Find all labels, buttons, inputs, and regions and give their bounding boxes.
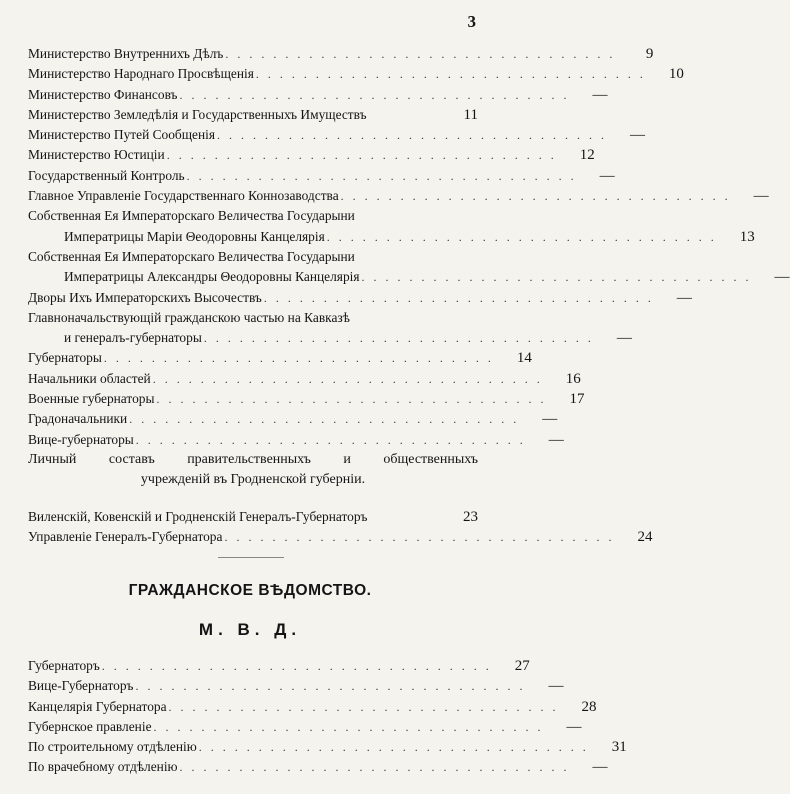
toc-entry-page: 23 xyxy=(463,509,478,525)
toc-entry-title: Вице-губернаторы xyxy=(28,431,134,447)
toc-entry-page: 10 xyxy=(668,66,684,83)
toc-entry-page: 24 xyxy=(637,529,653,546)
toc-entry-title: Императрицы Александры Θеодоровны Канцелярія xyxy=(64,269,360,285)
dot-leader: . . . . . . . . . . . . . . . . . . . . . . . . . . . . . . . . . xyxy=(179,760,570,775)
toc-entry-title: По врачебному отдѣленію xyxy=(28,759,178,775)
toc-entry-title: Канцелярія Губернатора xyxy=(28,698,167,714)
section-heading xyxy=(28,450,478,490)
page-number: 3 xyxy=(467,12,476,31)
toc-ministries xyxy=(28,44,790,450)
toc-entry xyxy=(28,186,769,206)
toc-entry xyxy=(28,125,646,145)
toc-entry-title: Главноначальствующій гражданскою частью на Кавказѣ xyxy=(28,309,350,325)
toc-entry xyxy=(28,389,585,409)
section-heading-line2: учрежденій въ Гродненской губерніи. xyxy=(140,472,366,487)
dot-leader: . . . . . . . . . . . . . . . . . . . . . . . . . . . . . . . . . xyxy=(153,719,544,734)
toc-entry-page: 12 xyxy=(579,147,595,164)
dot-leader: . . . . . . . . . . . . . . . . . . . . . . . . . . . . . . . . . xyxy=(152,371,543,386)
toc-entry xyxy=(28,44,654,64)
dot-leader: . . . . . . . . . . . . . . . . . . . . . . . . . . . . . . . . . xyxy=(224,530,615,545)
toc-entry xyxy=(28,166,615,186)
toc-entry-page: — xyxy=(753,188,769,205)
toc-entry xyxy=(28,676,564,696)
divider xyxy=(218,557,284,558)
toc-entry-page: — xyxy=(548,431,564,448)
toc-entry xyxy=(28,697,597,717)
dot-leader: . . . . . . . . . . . . . . . . . . . . . . . . . . . . . . . . . xyxy=(198,740,589,755)
toc-entry-page: — xyxy=(774,269,790,286)
dot-leader: . . . . . . . . . . . . . . . . . . . . . . . . . . . . . . . . . xyxy=(203,331,594,346)
dot-leader: . . . . . . . . . . . . . . . . . . . . . . . . . . . . . . . . . xyxy=(129,412,520,427)
toc-entry-title: Вице-Губернаторъ xyxy=(28,678,134,694)
dot-leader: . . . . . . . . . . . . . . . . . . . . . . . . . . . . . . . . . xyxy=(101,659,492,673)
dot-leader: . . . . . . . . . . . . . . . . . . . . . . . . . . . . . . . . . xyxy=(340,189,731,204)
department-title: ГРАЖДАНСКОЕ ВѢДОМСТВО. xyxy=(128,582,372,599)
toc-entry-page: — xyxy=(592,759,608,776)
toc-entry xyxy=(28,409,558,429)
dot-leader: . . . . . . . . . . . . . . . . . . . . . . . . . . . . . . . . . xyxy=(326,229,717,244)
dot-leader: . . . . . . . . . . . . . . . . . . . . . . . . . . . . . . . . . xyxy=(217,128,608,143)
toc-entry xyxy=(28,737,627,757)
toc-entry-page: — xyxy=(616,330,632,347)
toc-entry-title: Виленскій, Ковенскій и Гродненскій Генералъ-Губернаторъ xyxy=(28,509,368,524)
toc-entry-page: 14 xyxy=(516,350,532,367)
dot-leader: . . . . . . . . . . . . . . . . . . . . . . . . . . . . . . . . . xyxy=(179,87,570,102)
toc-entry-page: 13 xyxy=(739,228,755,245)
toc-entry xyxy=(28,64,684,84)
toc-entry xyxy=(28,717,582,737)
toc-entry-title: Губернаторъ xyxy=(28,658,100,673)
toc-entry-page: — xyxy=(566,718,582,735)
department-abbreviation: М. В. Д. xyxy=(198,620,302,639)
dot-leader: . . . . . . . . . . . . . . . . . . . . . . . . . . . . . . . . . xyxy=(361,270,752,285)
toc-governor-general xyxy=(28,507,653,548)
toc-entry-page: 31 xyxy=(611,739,627,756)
toc-entry-page: — xyxy=(542,411,558,428)
toc-entry-title: Градоначальники xyxy=(28,411,128,427)
toc-entry-title: Министерство Земледѣлія и Государственныхъ Имуществъ xyxy=(28,106,367,122)
dot-leader: . . . . . . . . . . . . . . . . . . . . . . . . . . . . . . . . . xyxy=(103,351,494,366)
toc-entry xyxy=(28,267,790,287)
toc-entry xyxy=(28,656,530,676)
toc-entry-page: 28 xyxy=(581,698,597,715)
toc-entry-page: 9 xyxy=(645,46,654,62)
toc-entry-title: Военные губернаторы xyxy=(28,391,155,407)
dot-leader: . . . . . . . . . . . . . . . . . . . . . . . . . . . . . . . . . xyxy=(168,699,559,714)
toc-entry xyxy=(28,369,581,389)
toc-entry xyxy=(28,527,653,547)
toc-entry-title: Губернаторы xyxy=(28,350,102,366)
toc-entry-title: Собственная Ея Императорскаго Величества Государыни xyxy=(28,248,355,264)
toc-civil-department xyxy=(28,656,627,778)
toc-entry xyxy=(28,227,755,247)
dot-leader: . . . . . . . . . . . . . . . . . . . . . . . . . . . . . . . . . xyxy=(156,392,547,407)
toc-entry-page: — xyxy=(548,678,564,695)
toc-entry-title: Министерство Внутреннихъ Дѣлъ xyxy=(28,46,224,61)
toc-entry xyxy=(28,348,532,368)
toc-entry-title: Собственная Ея Императорскаго Величества Государыни xyxy=(28,208,355,224)
dot-leader: . . . . . . . . . . . . . . . . . . . . . . . . . . . . . . . . . xyxy=(186,168,577,183)
toc-entry-page: 27 xyxy=(514,658,530,674)
toc-entry xyxy=(28,757,608,777)
toc-entry-title: Министерство Путей Сообщенія xyxy=(28,127,216,143)
toc-entry xyxy=(28,206,478,226)
toc-entry xyxy=(28,308,478,328)
toc-entry-page: — xyxy=(630,127,646,144)
toc-entry xyxy=(28,430,564,450)
toc-entry-page: 16 xyxy=(565,370,581,387)
toc-entry-title: Управленіе Генералъ-Губернатора xyxy=(28,529,223,545)
toc-entry xyxy=(28,145,595,165)
dot-leader: . . . . . . . . . . . . . . . . . . . . . . . . . . . . . . . . . xyxy=(225,47,616,61)
toc-entry-page: 11 xyxy=(463,106,478,123)
toc-entry xyxy=(28,288,692,308)
toc-entry xyxy=(28,105,478,125)
toc-entry xyxy=(28,85,608,105)
dot-leader: . . . . . . . . . . . . . . . . . . . . . . . . . . . . . . . . . xyxy=(166,148,557,163)
toc-entry-page: — xyxy=(676,289,692,306)
toc-entry-title: Министерство Финансовъ xyxy=(28,86,178,102)
toc-entry-title: По строительному отдѣленію xyxy=(28,739,197,755)
toc-entry xyxy=(28,507,478,527)
toc-entry-page: — xyxy=(592,86,608,103)
toc-entry-title: Министерство Народнаго Просвѣщенія xyxy=(28,66,254,82)
toc-entry-title: Дворы Ихъ Императорскихъ Высочествъ xyxy=(28,289,262,305)
toc-entry xyxy=(28,247,478,267)
toc-entry-title: Начальники областей xyxy=(28,370,151,386)
toc-entry-title: Министерство Юстиціи xyxy=(28,147,165,163)
toc-entry-title: Государственный Контроль xyxy=(28,167,185,183)
dot-leader: . . . . . . . . . . . . . . . . . . . . . . . . . . . . . . . . . xyxy=(135,679,526,694)
toc-entry-title: Главное Управленіе Государственнаго Коннозаводства xyxy=(28,188,339,204)
section-heading-line1: Личный составъ правительственныхъ и общественныхъ xyxy=(28,452,478,467)
toc-entry xyxy=(28,328,632,348)
toc-entry-title: Императрицы Маріи Θеодоровны Канцелярія xyxy=(64,228,325,244)
toc-entry-title: и генералъ-губернаторы xyxy=(64,330,202,346)
dot-leader: . . . . . . . . . . . . . . . . . . . . . . . . . . . . . . . . . xyxy=(135,432,526,447)
dot-leader: . . . . . . . . . . . . . . . . . . . . . . . . . . . . . . . . . xyxy=(255,67,646,82)
toc-entry-page: 17 xyxy=(569,391,585,408)
toc-entry-page: — xyxy=(599,167,615,184)
toc-entry-title: Губернское правленіе xyxy=(28,718,152,734)
dot-leader: . . . . . . . . . . . . . . . . . . . . . . . . . . . . . . . . . xyxy=(263,290,654,305)
